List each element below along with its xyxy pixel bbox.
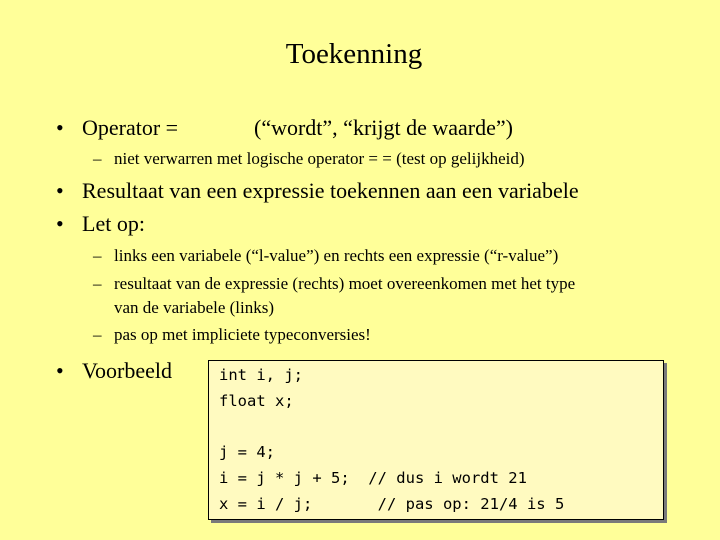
code-line: j = 4; [219,443,275,461]
bullet-operator-desc: (“wordt”, “krijgt de waarde”) [254,115,513,140]
code-line: float x; [219,392,294,410]
subbullet-marker: – [93,246,102,265]
subbullet-lvalue-text: links een variabele (“l-value”) en rechts een expressie (“r-value”) [114,246,559,265]
bullet-marker: • [56,211,64,236]
bullet-marker: • [56,115,64,140]
subbullet-marker: – [93,274,102,293]
subbullet-type-line1: resultaat van de expressie (rechts) moet overeenkomen met het type [114,274,576,293]
subbullet-conversion-text: pas op met impliciete typeconversies! [114,325,371,344]
bullet-example-text: Voorbeeld [82,358,173,383]
bullet-result-text: Resultaat van een expressie toekennen aan een variabele [82,178,579,203]
subbullet-type-line2: van de variabele (links) [114,298,275,317]
code-line: x = i / j; // pas op: 21/4 is 5 [219,495,565,513]
bullet-letop-text: Let op: [82,211,145,236]
subbullet-marker: – [93,325,102,344]
code-line: int i, j; [219,366,303,384]
slide-title: Toekenning [285,38,423,70]
bullet-marker: • [56,178,64,203]
bullet-marker: • [56,358,64,383]
bullet-operator-label: Operator = [82,115,179,140]
code-line: i = j * j + 5; // dus i wordt 21 [219,469,527,487]
code-block [208,360,664,520]
subbullet-operator-text: niet verwarren met logische operator = = (test op gelijkheid) [114,149,525,168]
subbullet-marker: – [93,149,102,168]
